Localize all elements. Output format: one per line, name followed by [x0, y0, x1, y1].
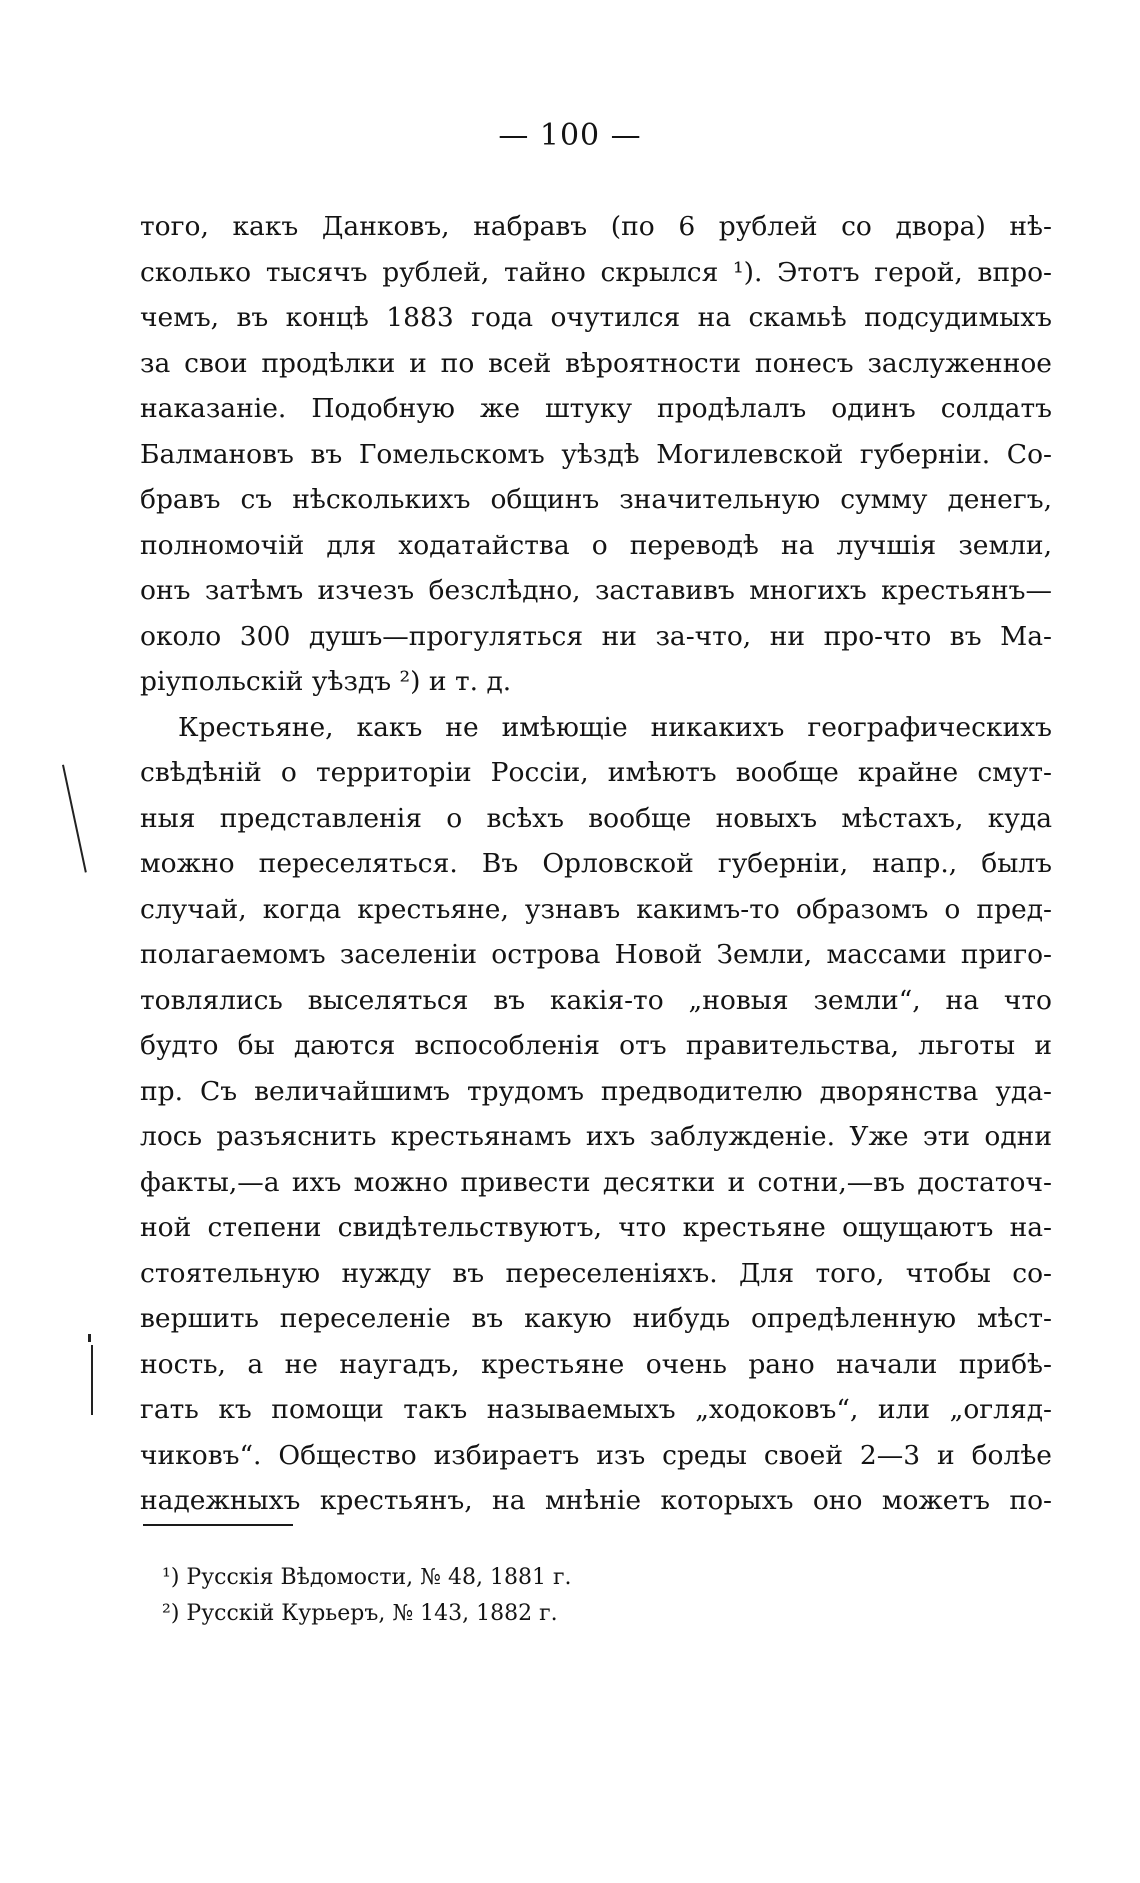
- text-line: вершить переселеніе въ какую нибудь опредѣленную мѣст-: [140, 1303, 1052, 1334]
- text-line: ныя представленія о всѣхъ вообще новыхъ мѣстахъ, куда: [140, 802, 1052, 834]
- text-line: можно переселяться. Въ Орловской губерніи, напр., былъ: [140, 848, 1052, 879]
- text-line: ность, а не наугадъ, крестьяне очень рано начали прибѣ-: [140, 1348, 1052, 1380]
- text-line: наказаніе. Подобную же штуку продѣлалъ одинъ солдатъ: [140, 393, 1052, 424]
- text-line: ной степени свидѣтельствуютъ, что крестьяне ощущаютъ на-: [140, 1212, 1052, 1243]
- text-line: надежныхъ крестьянъ, на мнѣніе которыхъ оно можетъ по-: [140, 1485, 1052, 1516]
- text-line: чиковъ“. Общество избираетъ изъ среды своей 2—3 и болѣе: [140, 1439, 1052, 1471]
- text-line: факты,—а ихъ можно привести десятки и сотни,—въ достаточ-: [140, 1166, 1052, 1198]
- page-number: — 100 —: [498, 118, 642, 153]
- text-line: сколько тысячъ рублей, тайно скрылся ¹). Этотъ герой, впро-: [140, 256, 1052, 288]
- footnote-divider: [143, 1524, 293, 1526]
- text-line: онъ затѣмъ изчезъ безслѣдно, заставивъ многихъ крестьянъ—: [140, 575, 1052, 606]
- text-line: Балмановъ въ Гомельскомъ уѣздѣ Могилевской губерніи. Со-: [140, 438, 1052, 470]
- text-line: полномочій для ходатайства о переводѣ на лучшія земли,: [140, 529, 1052, 561]
- text-line: пр. Съ величайшимъ трудомъ предводителю дворянства уда-: [140, 1075, 1052, 1107]
- text-line: полагаемомъ заселеніи острова Новой Земли, массами приго-: [140, 939, 1052, 970]
- text-line: стоятельную нужду въ переселеніяхъ. Для того, чтобы со-: [140, 1257, 1052, 1289]
- footnote-2: ²) Русскій Курьеръ, № 143, 1882 г.: [162, 1601, 558, 1626]
- text-line: за свои продѣлки и по всей вѣроятности понесъ заслуженное: [140, 347, 1052, 379]
- margin-pencil-mark: [62, 765, 87, 873]
- footnotes: [162, 1560, 962, 1632]
- margin-pencil-mark: [88, 1334, 91, 1342]
- text-line: около 300 душъ—прогуляться ни за-что, ни про-что въ Ма-: [140, 620, 1052, 652]
- text-line: лось разъяснить крестьянамъ ихъ заблужденіе. Уже эти одни: [140, 1121, 1052, 1152]
- text-line: бравъ съ нѣсколькихъ общинъ значительную сумму денегъ,: [140, 484, 1052, 515]
- body-text: [140, 204, 1052, 1524]
- text-line: свѣдѣній о территоріи Россіи, имѣютъ вообще крайне смут-: [140, 757, 1052, 788]
- text-line: товлялись выселяться въ какія-то „новыя земли“, на что: [140, 984, 1052, 1016]
- text-line: ріупольскій уѣздъ ²) и т. д.: [140, 666, 512, 697]
- text-line: чемъ, въ концѣ 1883 года очутился на скамьѣ подсудимыхъ: [140, 302, 1052, 333]
- text-line: гать къ помощи такъ называемыхъ „ходоковъ“, или „огляд-: [140, 1394, 1052, 1425]
- paragraph-1: [140, 204, 1052, 705]
- text-line: будто бы даются вспособленія отъ правительства, льготы и: [140, 1030, 1052, 1061]
- text-line: случай, когда крестьяне, узнавъ какимъ-то образомъ о пред-: [140, 893, 1052, 925]
- text-line: Крестьяне, какъ не имѣющіе никакихъ географическихъ: [178, 711, 1052, 743]
- text-line: того, какъ Данковъ, набравъ (по 6 рублей со двора) нѣ-: [140, 211, 1052, 242]
- footnote-1: ¹) Русскія Вѣдомости, № 48, 1881 г.: [162, 1565, 572, 1590]
- margin-pencil-mark: [91, 1345, 93, 1415]
- paragraph-2: [140, 705, 1052, 1524]
